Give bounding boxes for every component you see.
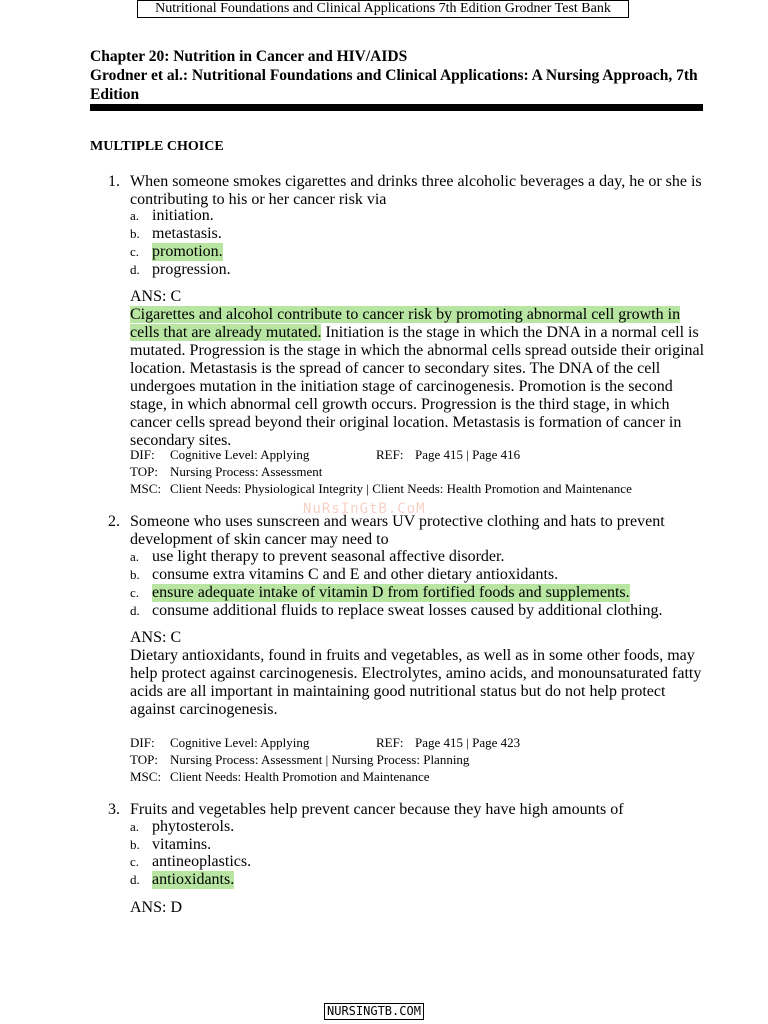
chapter-title: Chapter 20: Nutrition in Cancer and HIV/AIDS	[90, 48, 408, 65]
option-text: antineoplastics.	[152, 853, 252, 870]
option-text: consume extra vitamins C and E and other dietary antioxidants.	[152, 566, 559, 583]
option-text-highlighted: promotion.	[152, 243, 223, 260]
option-text: vitamins.	[152, 836, 212, 853]
footer-site-label: NURSINGTB.COM	[324, 1003, 424, 1020]
option-letter: b.	[130, 567, 140, 582]
option-text: progression.	[152, 261, 231, 278]
rationale-highlighted: Cigarettes and alcohol contribute to cancer risk by promoting abnormal cell growth in cells that are already mutated.	[130, 306, 681, 341]
option-b	[130, 225, 710, 243]
option-letter: b.	[130, 837, 140, 852]
option-letter: d.	[130, 262, 140, 277]
msc-value: Client Needs: Health Promotion and Maintenance	[170, 769, 430, 784]
option-letter: c.	[130, 585, 140, 600]
book-title: Grodner et al.: Nutritional Foundations and Clinical Applications: A Nursing Approach, 7th Edition	[90, 67, 698, 103]
question-metadata	[130, 734, 710, 785]
option-text: metastasis.	[152, 225, 222, 242]
option-b	[130, 566, 710, 584]
option-text: use light therapy to prevent seasonal affective disorder.	[152, 548, 505, 565]
answer-key: ANS: C	[130, 288, 182, 305]
option-b	[130, 836, 710, 854]
question-number: 2.	[108, 513, 120, 530]
option-letter: d.	[130, 603, 140, 618]
ref-value: Page 415 | Page 416	[415, 447, 521, 462]
rationale: Dietary antioxidants, found in fruits and vegetables, as well as in some other foods, may help protect against carcinogenesis. Electrolytes, amino acids, and monounsaturated fatty acids are all important in maintaining good nutritional status but do not help protect against carcinogenesis.	[130, 647, 702, 718]
ref-value: Page 415 | Page 423	[415, 735, 521, 750]
msc-label: MSC:	[130, 769, 162, 784]
ref-label: REF:	[376, 735, 404, 750]
watermark: NuRsInGtB.CoM	[303, 501, 426, 517]
option-c	[130, 584, 710, 602]
top-label: TOP:	[130, 752, 158, 767]
question-stem: Fruits and vegetables help prevent cancer because they have high amounts of	[130, 801, 624, 818]
question-metadata	[130, 446, 710, 497]
answer-key: ANS: C	[130, 629, 182, 646]
msc-value: Client Needs: Physiological Integrity | Client Needs: Health Promotion and Maintenance	[170, 481, 632, 496]
dif-value: Cognitive Level: Applying	[170, 735, 310, 750]
rationale-text: Initiation is the stage in which the DNA in a normal cell is mutated. Progression is the stage in which the abnormal cells spread outside their original location. Metastasis is the spread of cancer to secondary sites. The DNA of the cell undergoes mutation in the initiation stage of carcinogenesis. Promotion is the second stage, in which abnormal cell growth occurs. Progression is the third stage, in which cancer cells spread beyond their original location. Metastasis is formation of cancer in secondary sites.	[130, 324, 705, 449]
option-a	[130, 548, 710, 566]
option-a	[130, 818, 710, 836]
option-letter: a.	[130, 208, 140, 223]
option-text: phytosterols.	[152, 818, 235, 835]
option-text-highlighted: antioxidants.	[152, 871, 235, 888]
top-value: Nursing Process: Assessment	[170, 464, 323, 479]
option-letter: a.	[130, 549, 140, 564]
question-number: 1.	[108, 173, 120, 190]
option-text: initiation.	[152, 207, 214, 224]
option-text: consume additional fluids to replace sweat losses caused by additional clothing.	[152, 602, 663, 619]
dif-label: DIF:	[130, 735, 155, 750]
option-d	[130, 602, 710, 620]
dif-value: Cognitive Level: Applying	[170, 447, 310, 462]
dif-label: DIF:	[130, 447, 155, 462]
heading-rule	[90, 104, 703, 111]
option-letter: a.	[130, 819, 140, 834]
option-letter: b.	[130, 226, 140, 241]
question-number: 3.	[108, 801, 120, 818]
option-c	[130, 853, 710, 871]
option-c	[130, 243, 710, 261]
option-text-highlighted: ensure adequate intake of vitamin D from fortified foods and supplements.	[152, 584, 630, 601]
top-label: TOP:	[130, 464, 158, 479]
chapter-heading	[90, 47, 710, 104]
option-a	[130, 207, 710, 225]
rationale	[130, 306, 705, 450]
option-d	[130, 261, 710, 279]
answer-key: ANS: D	[130, 899, 183, 916]
msc-label: MSC:	[130, 481, 162, 496]
top-value: Nursing Process: Assessment | Nursing Process: Planning	[170, 752, 470, 767]
option-letter: d.	[130, 872, 140, 887]
ref-label: REF:	[376, 447, 404, 462]
document-top-title: Nutritional Foundations and Clinical Applications 7th Edition Grodner Test Bank	[137, 0, 629, 18]
option-letter: c.	[130, 854, 140, 869]
question-stem: When someone smokes cigarettes and drinks three alcoholic beverages a day, he or she is contributing to his or her cancer risk via	[130, 173, 702, 208]
question-stem: Someone who uses sunscreen and wears UV protective clothing and hats to prevent development of skin cancer may need to	[130, 513, 665, 548]
option-d	[130, 871, 710, 889]
option-letter: c.	[130, 244, 140, 259]
section-title: MULTIPLE CHOICE	[90, 139, 224, 154]
